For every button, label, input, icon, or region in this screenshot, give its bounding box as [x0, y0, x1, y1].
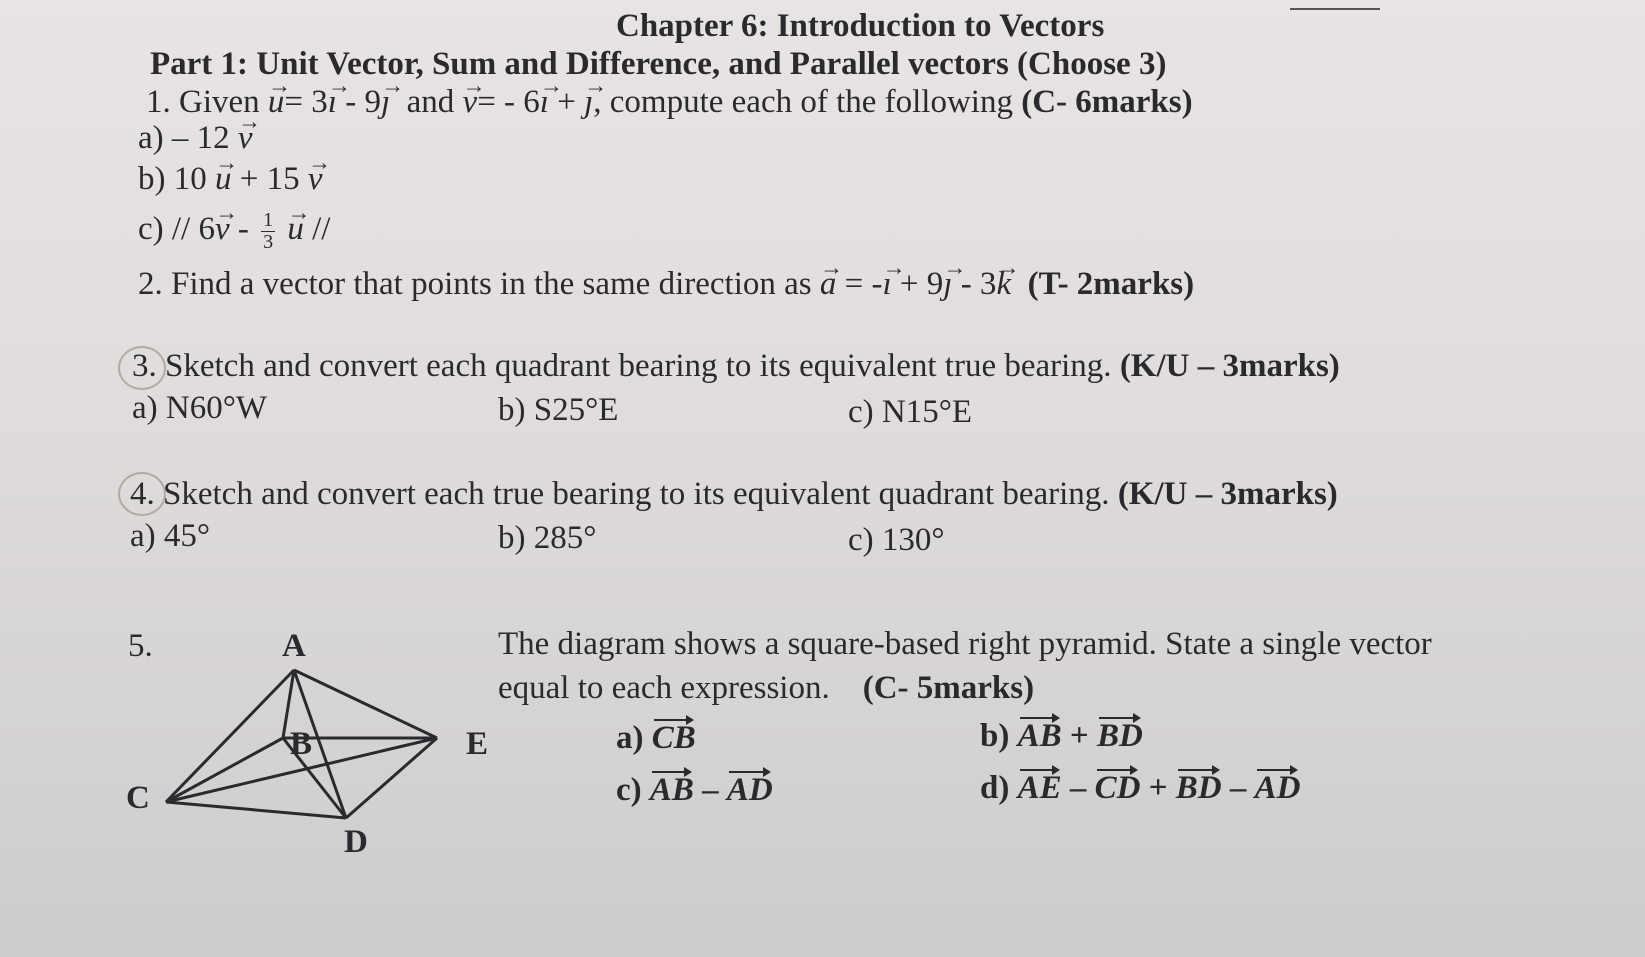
vertex-label-E: E	[466, 726, 489, 762]
question-5-line1: The diagram shows a square-based right pyramid. State a single vector	[498, 626, 1432, 662]
vertex-label-D: D	[344, 824, 368, 860]
vertex-label-C: C	[126, 780, 150, 816]
question-2: 2. Find a vector that points in the same direction as → a = -→ ı + 9→ ȷ - 3→ k (T- 2marks)	[138, 268, 1194, 301]
question-5d: d) AE – CD + BD – AD	[980, 770, 1301, 806]
question-4: 4. Sketch and convert each true bearing to its equivalent quadrant bearing. (K/U – 3marks)	[130, 476, 1338, 512]
vertex-label-A: A	[282, 628, 306, 664]
vector-u: → u	[268, 86, 285, 119]
question-1b: b) 10 → u + 15 → v	[138, 163, 323, 196]
edge-CD	[166, 802, 346, 818]
question-1c: c) // 6→ v - $\frac{1}{3}$ → u //	[138, 210, 330, 253]
fraction-one-third: $\frac{1}{3}$	[263, 209, 274, 253]
question-1a: a) – 12 → v	[138, 122, 253, 155]
question-1: 1. Given → u= 3→ ı - 9→ ȷ and → v= - 6→ ı + → ȷ, compute each of the following (C- 6marks)	[146, 86, 1193, 119]
question-5-number: 5.	[128, 628, 153, 664]
edge-CB	[166, 738, 283, 802]
edge-AC	[166, 670, 294, 802]
question-3c: c) N15°E	[848, 394, 973, 430]
part-heading: Part 1: Unit Vector, Sum and Difference, and Parallel vectors (Choose 3)	[150, 46, 1167, 82]
vertex-label-B: B	[290, 726, 313, 762]
question-5c: c) AB – AD	[616, 772, 773, 808]
page-title: Chapter 6: Introduction to Vectors	[616, 8, 1105, 44]
question-4c: c) 130°	[848, 522, 945, 558]
question-5a: a) CB	[616, 720, 696, 756]
question-3: 3. Sketch and convert each quadrant bearing to its equivalent true bearing. (K/U – 3marks)	[132, 348, 1340, 384]
vector-v: → v	[463, 86, 478, 119]
question-3a: a) N60°W	[132, 390, 268, 426]
question-5b: b) AB + BD	[980, 718, 1143, 754]
question-3b: b) S25°E	[498, 392, 619, 428]
question-5-line2: equal to each expression. (C- 5marks)	[498, 670, 1035, 706]
question-4a: a) 45°	[130, 518, 211, 554]
question-4b: b) 285°	[498, 520, 597, 556]
